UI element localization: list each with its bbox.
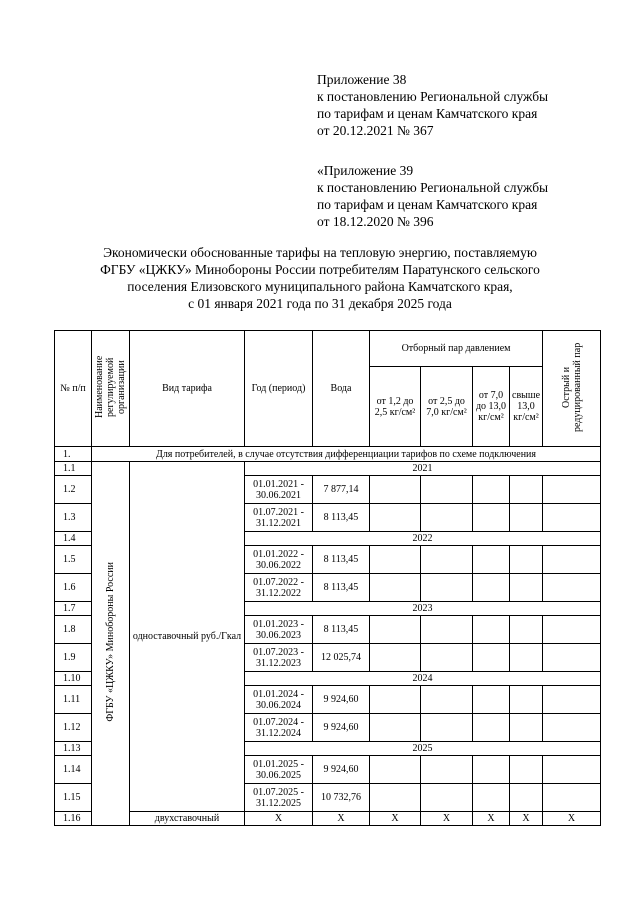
row-steam-4 (510, 476, 543, 504)
header-steam-group: Отборный пар давлением (370, 331, 543, 367)
row-water: 12 025,74 (313, 644, 370, 672)
header-steam-2: от 2,5 до 7,0 кг/см² (421, 367, 473, 447)
row-steam-4 (510, 616, 543, 644)
row-steam-2 (421, 784, 473, 812)
header-tariff-type: Вид тарифа (130, 331, 245, 447)
row-water: 8 113,45 (313, 616, 370, 644)
appendix-line: Приложение 38 (317, 72, 407, 87)
row-water: 8 113,45 (313, 504, 370, 532)
row-steam-4 (510, 756, 543, 784)
row-period: 01.01.2023 - 30.06.2023 (245, 616, 313, 644)
row-steam-4 (510, 574, 543, 602)
row-num: 1.10 (55, 672, 92, 686)
last-row-steam-3: X (473, 812, 510, 826)
row-steam-2 (421, 546, 473, 574)
row-steam-3 (473, 784, 510, 812)
row-steam-2 (421, 504, 473, 532)
row-steam-1 (370, 574, 421, 602)
row-steam-1 (370, 644, 421, 672)
row-steam-3 (473, 686, 510, 714)
last-row-steam-1: X (370, 812, 421, 826)
appendix-line: от 18.12.2020 № 396 (317, 214, 434, 229)
header-period: Год (период) (245, 331, 313, 447)
appendix-line: к постановлению Региональной службы (317, 89, 549, 104)
row-period: 01.01.2021 - 30.06.2021 (245, 476, 313, 504)
row-water: 8 113,45 (313, 546, 370, 574)
row-steam-3 (473, 616, 510, 644)
row-num: 1.12 (55, 714, 92, 742)
document-title (0, 244, 640, 312)
row-steam-2 (421, 616, 473, 644)
row-steam-2 (421, 644, 473, 672)
row-steam-1 (370, 714, 421, 742)
last-row-steam-4: X (510, 812, 543, 826)
row-period: 2024 (245, 672, 601, 686)
row-steam-3 (473, 714, 510, 742)
header-steam-4: свыше 13,0 кг/см² (510, 367, 543, 447)
row-steam-1 (370, 504, 421, 532)
appendix-line: по тарифам и ценам Камчатского края (317, 197, 538, 212)
row-steam-3 (473, 504, 510, 532)
header-water: Вода (313, 331, 370, 447)
row-period: 2021 (245, 462, 601, 476)
header-sharp-steam-text: Острый и редуцированный пар (560, 342, 583, 432)
row-sharp-steam (543, 686, 601, 714)
row-period: 2025 (245, 742, 601, 756)
row-steam-2 (421, 756, 473, 784)
row-water: 8 113,45 (313, 574, 370, 602)
row-steam-4 (510, 714, 543, 742)
section-title: Для потребителей, в случае отсутствия дифференциации тарифов по схеме подключения (92, 447, 601, 462)
row-period: 01.01.2022 - 30.06.2022 (245, 546, 313, 574)
title-line: ФГБУ «ЦЖКУ» Минобороны России потребителям Паратунского сельского (100, 262, 540, 277)
row-steam-3 (473, 546, 510, 574)
appendix-current (317, 71, 548, 139)
row-period: 01.07.2025 - 31.12.2025 (245, 784, 313, 812)
header-steam-3: от 7,0 до 13,0 кг/см² (473, 367, 510, 447)
row-period: 01.07.2022 - 31.12.2022 (245, 574, 313, 602)
tariff-type-cell: одноставочный руб./Гкал (130, 462, 245, 812)
appendix-line: «Приложение 39 (317, 163, 414, 178)
appendix-line: от 20.12.2021 № 367 (317, 123, 434, 138)
table-row (55, 462, 601, 476)
last-row-period: X (245, 812, 313, 826)
row-num: 1.5 (55, 546, 92, 574)
header-sharp-steam (543, 331, 601, 447)
org-name-cell (92, 462, 130, 826)
row-period: 01.01.2025 - 30.06.2025 (245, 756, 313, 784)
last-row-steam-2: X (421, 812, 473, 826)
row-steam-3 (473, 644, 510, 672)
row-num: 1.8 (55, 616, 92, 644)
header-num: № п/п (55, 331, 92, 447)
row-sharp-steam (543, 714, 601, 742)
row-period: 01.07.2024 - 31.12.2024 (245, 714, 313, 742)
row-steam-4 (510, 546, 543, 574)
row-steam-4 (510, 686, 543, 714)
row-water: 9 924,60 (313, 756, 370, 784)
row-num: 1.4 (55, 532, 92, 546)
row-water: 9 924,60 (313, 714, 370, 742)
org-name-text: ФГБУ «ЦЖКУ» Минобороны России (105, 562, 116, 722)
row-num: 1.7 (55, 602, 92, 616)
title-line: Экономически обоснованные тарифы на тепловую энергию, поставляемую (103, 245, 537, 260)
table-row (55, 812, 601, 826)
row-num: 1.14 (55, 756, 92, 784)
row-steam-2 (421, 476, 473, 504)
row-sharp-steam (543, 644, 601, 672)
tariff-table (54, 330, 601, 826)
row-period: 2022 (245, 532, 601, 546)
row-steam-1 (370, 616, 421, 644)
row-steam-3 (473, 574, 510, 602)
title-line: с 01 января 2021 года по 31 декабря 2025 года (188, 296, 452, 311)
appendix-line: к постановлению Региональной службы (317, 180, 549, 195)
row-num: 1.13 (55, 742, 92, 756)
row-steam-1 (370, 546, 421, 574)
row-period: 01.01.2024 - 30.06.2024 (245, 686, 313, 714)
row-steam-1 (370, 686, 421, 714)
row-period: 01.07.2021 - 31.12.2021 (245, 504, 313, 532)
row-steam-1 (370, 476, 421, 504)
row-num: 1.2 (55, 476, 92, 504)
row-num: 1.9 (55, 644, 92, 672)
row-steam-3 (473, 756, 510, 784)
header-org-name-text: Наименование регулируемой организации (94, 355, 127, 419)
row-steam-1 (370, 756, 421, 784)
appendix-previous (317, 162, 548, 230)
row-period: 01.07.2023 - 31.12.2023 (245, 644, 313, 672)
appendix-line: по тарифам и ценам Камчатского края (317, 106, 538, 121)
row-steam-2 (421, 686, 473, 714)
row-num: 1.1 (55, 462, 92, 476)
row-sharp-steam (543, 756, 601, 784)
row-steam-2 (421, 574, 473, 602)
row-num: 1.3 (55, 504, 92, 532)
row-steam-1 (370, 784, 421, 812)
section-num: 1. (55, 447, 92, 462)
row-water: 9 924,60 (313, 686, 370, 714)
row-sharp-steam (543, 784, 601, 812)
row-water: 7 877,14 (313, 476, 370, 504)
row-steam-4 (510, 644, 543, 672)
last-row-water: X (313, 812, 370, 826)
row-num: 1.11 (55, 686, 92, 714)
row-num: 1.15 (55, 784, 92, 812)
row-sharp-steam (543, 574, 601, 602)
row-sharp-steam (543, 476, 601, 504)
header-org-name (92, 331, 130, 447)
row-steam-4 (510, 504, 543, 532)
row-sharp-steam (543, 504, 601, 532)
row-water: 10 732,76 (313, 784, 370, 812)
row-steam-4 (510, 784, 543, 812)
row-sharp-steam (543, 546, 601, 574)
header-steam-1: от 1,2 до 2,5 кг/см² (370, 367, 421, 447)
row-period: 2023 (245, 602, 601, 616)
row-sharp-steam (543, 616, 601, 644)
title-line: поселения Елизовского муниципального района Камчатского края, (127, 279, 513, 294)
row-steam-2 (421, 714, 473, 742)
last-row-num: 1.16 (55, 812, 92, 826)
row-num: 1.6 (55, 574, 92, 602)
last-row-tariff-type: двухставочный (130, 812, 245, 826)
last-row-sharp-steam: X (543, 812, 601, 826)
row-steam-3 (473, 476, 510, 504)
